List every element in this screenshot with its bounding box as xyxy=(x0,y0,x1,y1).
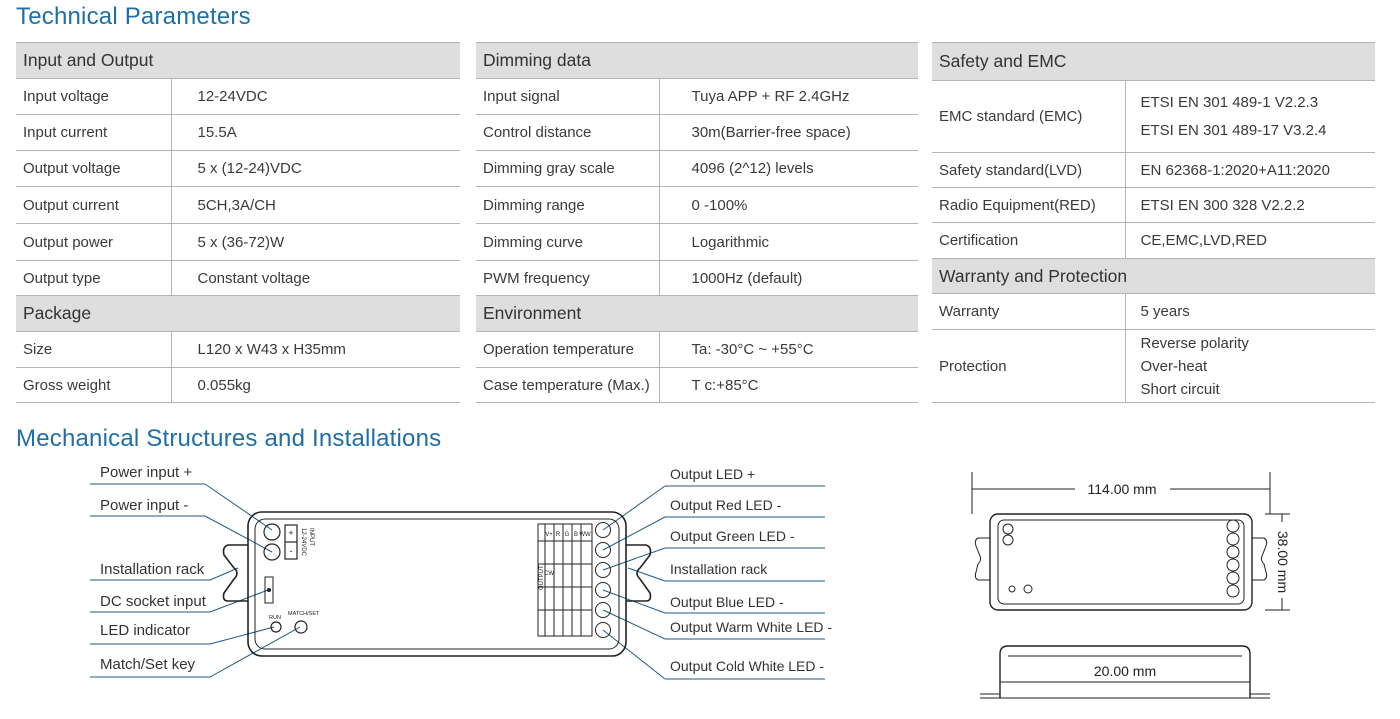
table-row xyxy=(16,224,460,261)
table-row xyxy=(476,187,918,224)
label-power-input-minus: Power input - xyxy=(100,497,189,514)
power-plus-terminal xyxy=(264,524,280,540)
output-col-label: G xyxy=(564,532,570,538)
spec-value xyxy=(1125,81,1375,153)
safety-header: Safety and EMC xyxy=(932,43,1375,81)
spec-key: PWM frequency xyxy=(476,261,659,296)
input-label: INPUT xyxy=(308,528,314,546)
table-row xyxy=(476,151,918,187)
spec-value: Logarithmic xyxy=(659,224,918,261)
table-row xyxy=(16,261,460,296)
terminal-plus-label: + xyxy=(288,528,294,538)
spec-value xyxy=(1125,330,1375,403)
table-row xyxy=(932,153,1375,188)
label-match-set-key: Match/Set key xyxy=(100,656,196,673)
output-col-label: V+ xyxy=(545,532,553,538)
spec-key: Operation temperature xyxy=(476,332,659,368)
spec-key: Input signal xyxy=(476,79,659,115)
spec-value: Constant voltage xyxy=(171,261,460,296)
label-power-input-plus: Power input + xyxy=(100,464,193,481)
dimming-header: Dimming data xyxy=(476,43,918,79)
package-header: Package xyxy=(16,296,460,332)
spec-key: Certification xyxy=(932,223,1125,259)
spec-key: Case temperature (Max.) xyxy=(476,368,659,403)
dimension-drawing xyxy=(960,460,1300,710)
spec-value: 1000Hz (default) xyxy=(659,261,918,296)
input-output-header: Input and Output xyxy=(16,43,460,79)
table-row xyxy=(932,188,1375,223)
table-row xyxy=(476,224,918,261)
environment-header: Environment xyxy=(476,296,918,332)
spec-value: Ta: -30°C ~ +55°C xyxy=(659,332,918,368)
spec-value: T c:+85°C xyxy=(659,368,918,403)
spec-value: 4096 (2^12) levels xyxy=(659,151,918,187)
table-row xyxy=(932,294,1375,330)
spec-key: EMC standard (EMC) xyxy=(932,81,1125,153)
table-row xyxy=(16,187,460,224)
input-voltage-label: 12-24VDC xyxy=(300,528,306,557)
safety-table xyxy=(932,42,1375,403)
table-row xyxy=(16,79,460,115)
spec-key: Output power xyxy=(16,224,171,261)
spec-key: Output type xyxy=(16,261,171,296)
top-view-body xyxy=(990,514,1252,610)
spec-key: Gross weight xyxy=(16,368,171,403)
protection-value-1: Reverse polarity xyxy=(1140,334,1249,352)
input-output-table xyxy=(16,42,460,403)
table-row xyxy=(476,368,918,403)
table-row xyxy=(16,332,460,368)
spec-key: Protection xyxy=(932,330,1125,403)
spec-value: L120 x W43 x H35mm xyxy=(171,332,460,368)
table-row xyxy=(932,330,1375,403)
spec-key: Dimming gray scale xyxy=(476,151,659,187)
table-row xyxy=(16,151,460,187)
table-row xyxy=(476,261,918,296)
spec-key: Warranty xyxy=(932,294,1125,330)
technical-parameters-title: Technical Parameters xyxy=(16,3,251,30)
spec-value: CE,EMC,LVD,RED xyxy=(1125,223,1375,259)
spec-key: Dimming range xyxy=(476,187,659,224)
spec-value: 30m(Barrier-free space) xyxy=(659,115,918,151)
right-installation-rack xyxy=(626,545,651,601)
table-row xyxy=(476,79,918,115)
emc-value-2: ETSI EN 301 489-17 V3.2.4 xyxy=(1140,121,1327,139)
match-set-key[interactable] xyxy=(295,621,307,633)
spec-value: 5 x (36-72)W xyxy=(171,224,460,261)
spec-key: Dimming curve xyxy=(476,224,659,261)
warranty-header: Warranty and Protection xyxy=(932,259,1375,294)
dimming-table xyxy=(476,42,918,403)
spec-key: Input current xyxy=(16,115,171,151)
spec-key: Output voltage xyxy=(16,151,171,187)
label-dc-socket: DC socket input xyxy=(100,593,206,610)
spec-key: Safety standard(LVD) xyxy=(932,153,1125,188)
output-col-label: WW xyxy=(579,532,591,538)
width-dimension: 114.00 mm xyxy=(1087,481,1157,497)
spec-value: EN 62368-1:2020+A11:2020 xyxy=(1125,153,1375,188)
label-led-indicator: LED indicator xyxy=(100,622,191,639)
label-output-warm-white: Output Warm White LED - xyxy=(670,619,833,635)
side-dimension: 20.00 mm xyxy=(1093,663,1157,679)
spec-value: 0.055kg xyxy=(171,368,460,403)
terminal-minus-label: - xyxy=(289,546,293,556)
spec-value: 5 years xyxy=(1125,294,1375,330)
protection-value-3: Short circuit xyxy=(1140,380,1220,398)
spec-value: 15.5A xyxy=(171,115,460,151)
table-row xyxy=(932,223,1375,259)
match-label: MATCH/SET xyxy=(288,611,320,617)
table-row xyxy=(16,368,460,403)
wiring-diagram xyxy=(0,455,930,715)
spec-key: Radio Equipment(RED) xyxy=(932,188,1125,223)
label-output-cold-white: Output Cold White LED - xyxy=(670,658,825,674)
height-dimension: 38.00 mm xyxy=(1275,530,1291,594)
protection-value-2: Over-heat xyxy=(1140,357,1208,375)
label-output-red: Output Red LED - xyxy=(670,497,782,513)
output-label: OUTPUT xyxy=(539,565,545,590)
spec-value: 0 -100% xyxy=(659,187,918,224)
output-col-label: B xyxy=(573,532,579,538)
label-output-led-plus: Output LED + xyxy=(670,466,756,482)
label-installation-rack-right: Installation rack xyxy=(670,561,768,577)
spec-value: 12-24VDC xyxy=(171,79,460,115)
output-col-label: CW xyxy=(544,571,554,577)
table-row xyxy=(16,115,460,151)
spec-key: Control distance xyxy=(476,115,659,151)
table-row xyxy=(476,115,918,151)
spec-value: 5 x (12-24)VDC xyxy=(171,151,460,187)
emc-value-1: ETSI EN 301 489-1 V2.2.3 xyxy=(1140,93,1319,111)
spec-key: Input voltage xyxy=(16,79,171,115)
output-col-label: R xyxy=(555,532,561,538)
spec-value: ETSI EN 300 328 V2.2.2 xyxy=(1125,188,1375,223)
table-row xyxy=(476,332,918,368)
spec-key: Output current xyxy=(16,187,171,224)
label-installation-rack-left: Installation rack xyxy=(100,561,205,578)
label-output-green: Output Green LED - xyxy=(670,528,795,544)
spec-value: Tuya APP + RF 2.4GHz xyxy=(659,79,918,115)
spec-value: 5CH,3A/CH xyxy=(171,187,460,224)
table-row xyxy=(932,81,1375,153)
spec-key: Size xyxy=(16,332,171,368)
run-label: RUN xyxy=(269,615,281,621)
label-output-blue: Output Blue LED - xyxy=(670,594,784,610)
mechanical-title: Mechanical Structures and Installations xyxy=(16,425,442,452)
